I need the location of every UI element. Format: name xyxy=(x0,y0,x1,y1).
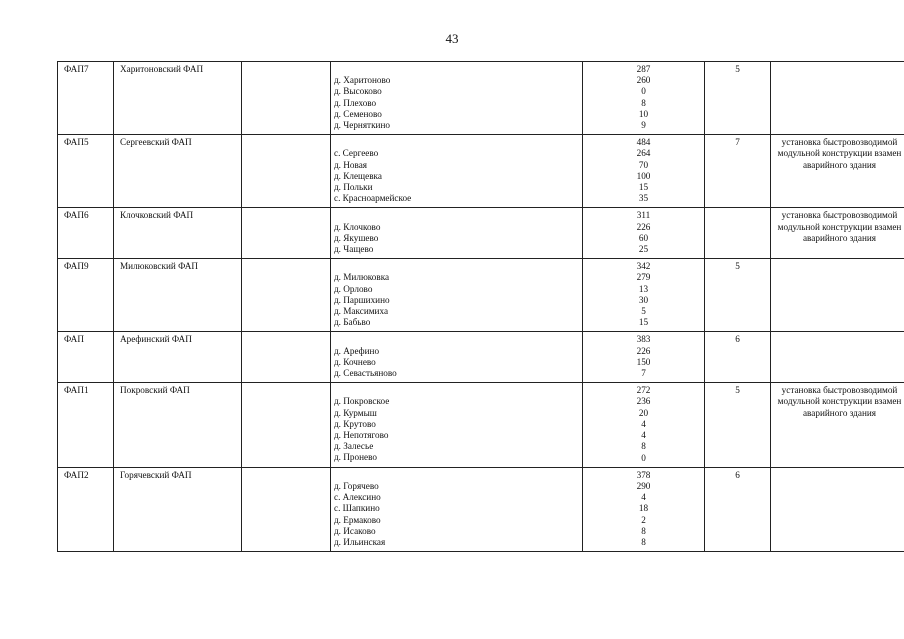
blank-cell xyxy=(242,62,331,135)
fap-name: Сергеевский ФАП xyxy=(114,135,242,208)
note-cell xyxy=(771,332,904,383)
settlement-name: д. Высоково xyxy=(334,86,382,97)
settlement-name: д. Покровское xyxy=(334,396,390,407)
settlement-name: с. Красноармейское xyxy=(334,193,412,204)
fap-name: Покровский ФАП xyxy=(114,383,242,467)
settlement-name: д. Горячево xyxy=(334,480,379,491)
blank-cell xyxy=(242,332,331,383)
population-total: 342 xyxy=(636,261,651,272)
population-value: 0 xyxy=(641,452,646,463)
population-value: 13 xyxy=(638,283,649,294)
settlement-name: д. Паршихино xyxy=(334,294,390,305)
population-list xyxy=(586,385,701,463)
population-total: 484 xyxy=(636,137,651,148)
staff-count: 5 xyxy=(705,259,771,332)
population-total: 287 xyxy=(636,64,651,74)
population-value: 4 xyxy=(641,430,646,441)
settlements-cell xyxy=(331,135,583,208)
blank-cell xyxy=(242,383,331,467)
population-cell xyxy=(583,467,705,551)
population-value: 5 xyxy=(641,306,646,317)
page-number: 43 xyxy=(445,31,459,46)
population-list xyxy=(586,210,701,255)
population-value: 279 xyxy=(636,272,651,283)
settlement-name: д. Орлово xyxy=(334,283,373,294)
settlement-name: д. Чащево xyxy=(334,244,374,255)
fap-code: ФАП7 xyxy=(58,62,114,135)
fap-name: Арефинский ФАП xyxy=(114,332,242,383)
population-value: 18 xyxy=(638,503,649,514)
population-value: 2 xyxy=(641,514,646,525)
population-cell xyxy=(583,62,705,135)
population-value: 8 xyxy=(641,441,646,452)
settlement-list xyxy=(334,137,579,204)
settlement-list xyxy=(334,334,579,379)
note-cell: установка быстровозводимой модульной конструкции взамен аварийного здания xyxy=(771,208,904,259)
population-value: 15 xyxy=(638,182,649,193)
population-value: 260 xyxy=(636,75,651,86)
settlement-name: д. Ермаково xyxy=(334,514,381,525)
table-row xyxy=(58,135,904,208)
settlement-list xyxy=(334,261,579,328)
settlements-cell xyxy=(331,62,583,135)
population-value: 100 xyxy=(636,170,651,181)
staff-count: 6 xyxy=(705,332,771,383)
table-row xyxy=(58,208,904,259)
settlement-name: д. Залесье xyxy=(334,441,374,452)
fap-table-body xyxy=(58,62,904,552)
note-cell: установка быстровозводимой модульной конструкции взамен аварийного здания xyxy=(771,383,904,467)
population-value: 290 xyxy=(636,480,651,491)
blank-cell xyxy=(242,208,331,259)
settlement-name: д. Курмыш xyxy=(334,407,377,418)
settlement-name: д. Кочнево xyxy=(334,356,376,367)
population-total: 311 xyxy=(636,210,651,221)
staff-count: 5 xyxy=(705,62,771,135)
settlement-name: д. Севастьяново xyxy=(334,368,397,379)
population-value: 7 xyxy=(641,368,646,379)
population-value: 70 xyxy=(638,159,649,170)
population-value: 226 xyxy=(636,221,651,232)
settlement-name: д. Пронево xyxy=(334,452,377,463)
settlement-name: д. Максимиха xyxy=(334,306,389,317)
population-value: 226 xyxy=(636,345,651,356)
table-row xyxy=(58,383,904,467)
settlement-list xyxy=(334,470,579,548)
fap-name: Харитоновский ФАП xyxy=(114,62,242,135)
population-total: 383 xyxy=(636,334,651,345)
settlement-name: д. Исаково xyxy=(334,525,376,536)
fap-code: ФАП2 xyxy=(58,467,114,551)
staff-count: 5 xyxy=(705,383,771,467)
population-value: 264 xyxy=(636,148,651,159)
population-cell xyxy=(583,259,705,332)
population-value: 4 xyxy=(641,492,646,503)
settlement-list xyxy=(334,210,579,255)
settlements-cell xyxy=(331,259,583,332)
settlement-name: д. Клочково xyxy=(334,221,381,232)
settlement-name: д. Клещевка xyxy=(334,170,382,181)
settlement-name: д. Арефино xyxy=(334,345,380,356)
population-value: 15 xyxy=(638,317,649,328)
fap-code: ФАП5 xyxy=(58,135,114,208)
staff-count: 6 xyxy=(705,467,771,551)
population-value: 35 xyxy=(638,193,649,204)
table-row xyxy=(58,332,904,383)
staff-count xyxy=(705,208,771,259)
fap-code: ФАП6 xyxy=(58,208,114,259)
settlement-name: с. Шапкино xyxy=(334,503,380,514)
population-list xyxy=(586,137,701,204)
population-value: 0 xyxy=(641,86,646,97)
table-row xyxy=(58,62,904,135)
settlements-cell xyxy=(331,467,583,551)
settlement-name: д. Милюковка xyxy=(334,272,390,283)
population-value: 4 xyxy=(641,418,646,429)
table-row xyxy=(58,467,904,551)
population-value: 9 xyxy=(641,120,646,131)
settlement-list xyxy=(334,64,579,131)
note-cell xyxy=(771,259,904,332)
population-list xyxy=(586,261,701,328)
settlements-cell xyxy=(331,208,583,259)
population-cell xyxy=(583,208,705,259)
fap-code: ФАП1 xyxy=(58,383,114,467)
settlement-name: с. Алексино xyxy=(334,492,381,503)
population-value: 10 xyxy=(638,108,649,119)
settlement-name: д. Черняткино xyxy=(334,120,390,130)
population-value: 8 xyxy=(641,97,646,108)
blank-cell xyxy=(242,467,331,551)
population-value: 25 xyxy=(638,244,649,255)
note-cell: установка быстровозводимой модульной конструкции взамен аварийного здания xyxy=(771,135,904,208)
settlements-cell xyxy=(331,332,583,383)
population-value: 8 xyxy=(641,525,646,536)
population-value: 8 xyxy=(641,536,646,547)
population-list xyxy=(586,470,701,548)
table-row xyxy=(58,259,904,332)
note-cell xyxy=(771,62,904,135)
settlement-name: д. Плехово xyxy=(334,97,377,108)
population-value: 236 xyxy=(636,396,651,407)
population-total: 272 xyxy=(636,385,651,396)
settlement-name: д. Ильинская xyxy=(334,536,386,547)
fap-name: Милюковский ФАП xyxy=(114,259,242,332)
note-cell xyxy=(771,467,904,551)
settlement-name: д. Польки xyxy=(334,182,373,193)
blank-cell xyxy=(242,259,331,332)
settlement-name: д. Харитоново xyxy=(334,75,391,86)
fap-code: ФАП9 xyxy=(58,259,114,332)
settlement-name: д. Бабьво xyxy=(334,317,371,328)
population-list xyxy=(586,64,701,131)
population-cell xyxy=(583,332,705,383)
staff-count: 7 xyxy=(705,135,771,208)
settlement-name: д. Крутово xyxy=(334,418,376,429)
settlement-name: д. Семеново xyxy=(334,108,382,119)
population-cell xyxy=(583,135,705,208)
settlement-name: д. Непотягово xyxy=(334,430,389,441)
fap-table xyxy=(57,61,904,552)
settlement-name: д. Новая xyxy=(334,159,368,170)
population-value: 150 xyxy=(636,356,651,367)
population-total: 378 xyxy=(636,469,651,480)
fap-code: ФАП xyxy=(58,332,114,383)
fap-name: Горячевский ФАП xyxy=(114,467,242,551)
population-value: 30 xyxy=(638,294,649,305)
population-cell xyxy=(583,383,705,467)
settlement-list xyxy=(334,385,579,463)
population-value: 60 xyxy=(638,232,649,243)
settlement-name: д. Якушево xyxy=(334,232,379,243)
blank-cell xyxy=(242,135,331,208)
fap-name: Клочковский ФАП xyxy=(114,208,242,259)
settlements-cell xyxy=(331,383,583,467)
population-list xyxy=(586,334,701,379)
population-value: 20 xyxy=(638,407,649,418)
settlement-name: с. Сергеево xyxy=(334,148,379,159)
